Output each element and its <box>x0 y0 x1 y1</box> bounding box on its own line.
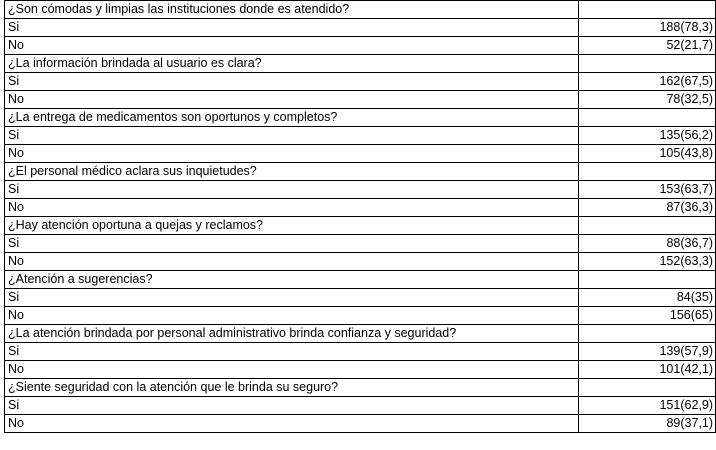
answer-value: 88(36,7) <box>579 235 716 253</box>
answer-value: 87(36,3) <box>579 199 716 217</box>
answer-row <box>5 73 716 91</box>
question-row <box>5 1 716 19</box>
answer-label: Si <box>5 397 579 415</box>
question-text: ¿Atención a sugerencias? <box>5 271 579 289</box>
answer-label: Si <box>5 181 579 199</box>
survey-table <box>4 0 716 433</box>
question-row <box>5 163 716 181</box>
answer-row <box>5 289 716 307</box>
answer-row <box>5 181 716 199</box>
answer-value: 152(63,3) <box>579 253 716 271</box>
answer-value: 101(42,1) <box>579 361 716 379</box>
answer-value: 153(63,7) <box>579 181 716 199</box>
answer-label: No <box>5 361 579 379</box>
question-value-empty <box>579 109 716 127</box>
answer-label: No <box>5 415 579 433</box>
question-value-empty <box>579 325 716 343</box>
question-text: ¿La entrega de medicamentos son oportunos y completos? <box>5 109 579 127</box>
answer-value: 89(37,1) <box>579 415 716 433</box>
answer-row <box>5 397 716 415</box>
question-text: ¿Son cómodas y limpias las instituciones donde es atendido? <box>5 1 579 19</box>
question-text: ¿La atención brindada por personal administrativo brinda confianza y seguridad? <box>5 325 579 343</box>
answer-label: Si <box>5 127 579 145</box>
answer-row <box>5 415 716 433</box>
question-row <box>5 55 716 73</box>
answer-label: Si <box>5 343 579 361</box>
question-text: ¿La información brindada al usuario es clara? <box>5 55 579 73</box>
answer-value: 156(65) <box>579 307 716 325</box>
answer-row <box>5 253 716 271</box>
answer-value: 188(78,3) <box>579 19 716 37</box>
answer-value: 84(35) <box>579 289 716 307</box>
question-value-empty <box>579 271 716 289</box>
answer-row <box>5 91 716 109</box>
answer-row <box>5 307 716 325</box>
answer-label: No <box>5 307 579 325</box>
answer-label: No <box>5 199 579 217</box>
answer-value: 139(57,9) <box>579 343 716 361</box>
answer-row <box>5 361 716 379</box>
question-value-empty <box>579 55 716 73</box>
answer-row <box>5 19 716 37</box>
question-value-empty <box>579 1 716 19</box>
answer-value: 52(21,7) <box>579 37 716 55</box>
answer-label: Si <box>5 289 579 307</box>
question-text: ¿Hay atención oportuna a quejas y reclamos? <box>5 217 579 235</box>
question-value-empty <box>579 379 716 397</box>
answer-label: Si <box>5 19 579 37</box>
answer-label: No <box>5 253 579 271</box>
answer-value: 135(56,2) <box>579 127 716 145</box>
answer-label: No <box>5 37 579 55</box>
question-row <box>5 217 716 235</box>
answer-value: 78(32,5) <box>579 91 716 109</box>
answer-label: No <box>5 91 579 109</box>
question-row <box>5 325 716 343</box>
question-value-empty <box>579 163 716 181</box>
answer-label: Si <box>5 73 579 91</box>
answer-value: 162(67,5) <box>579 73 716 91</box>
answer-label: Si <box>5 235 579 253</box>
question-row <box>5 271 716 289</box>
answer-row <box>5 199 716 217</box>
answer-value: 105(43,8) <box>579 145 716 163</box>
answer-row <box>5 37 716 55</box>
answer-value: 151(62,9) <box>579 397 716 415</box>
question-row <box>5 379 716 397</box>
answer-row <box>5 127 716 145</box>
question-text: ¿El personal médico aclara sus inquietudes? <box>5 163 579 181</box>
question-row <box>5 109 716 127</box>
answer-row <box>5 145 716 163</box>
question-value-empty <box>579 217 716 235</box>
question-text: ¿Siente seguridad con la atención que le brinda su seguro? <box>5 379 579 397</box>
answer-label: No <box>5 145 579 163</box>
answer-row <box>5 343 716 361</box>
survey-table-body <box>5 1 716 433</box>
answer-row <box>5 235 716 253</box>
